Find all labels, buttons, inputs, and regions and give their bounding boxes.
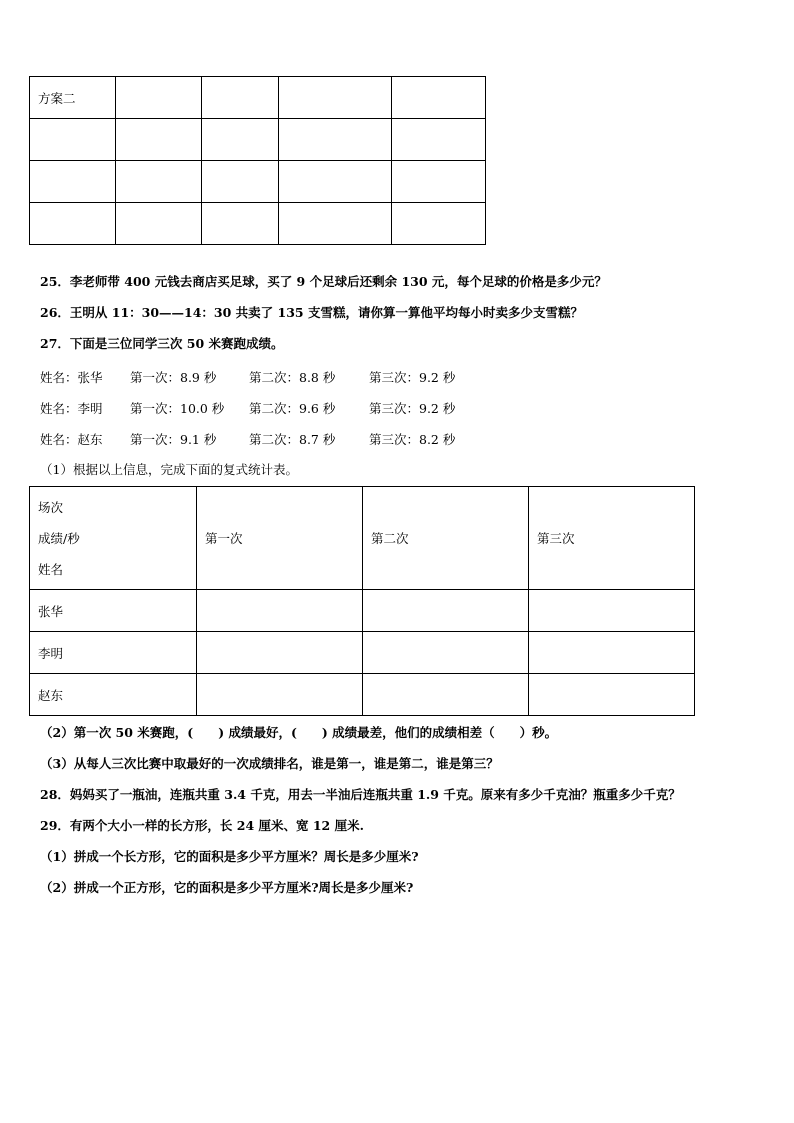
record-first: 第一次：10.0 秒 <box>130 401 225 416</box>
stats-cell[interactable] <box>197 590 363 632</box>
plan-table-cell[interactable] <box>392 161 486 203</box>
record-name: 姓名：张华 <box>40 370 103 385</box>
plan-table-cell[interactable] <box>202 161 279 203</box>
plan-table-cell[interactable] <box>116 161 202 203</box>
question-27-intro: 27．下面是三位同学三次 50 米赛跑成绩。 <box>40 336 284 351</box>
record-second: 第二次：8.7 秒 <box>249 432 336 447</box>
header-bottom: 姓名 <box>38 561 64 577</box>
record-name: 姓名：赵东 <box>40 432 103 447</box>
stats-row-header: 李明 <box>30 632 197 674</box>
plan-table-cell[interactable] <box>279 119 392 161</box>
stats-column-header: 第二次 <box>363 487 529 590</box>
stats-cell[interactable] <box>363 590 529 632</box>
question-25: 25．李老师带 400 元钱去商店买足球，买了 9 个足球后还剩余 130 元，每个足球的价格是多少元？ <box>40 274 607 289</box>
question-29-intro: 29．有两个大小一样的长方形，长 24 厘米、宽 12 厘米. <box>40 818 364 833</box>
stats-column-header: 第三次 <box>529 487 695 590</box>
record-first: 第一次：8.9 秒 <box>130 370 217 385</box>
plan-table-cell[interactable] <box>392 203 486 245</box>
stats-cell[interactable] <box>197 632 363 674</box>
plan-table-cell[interactable] <box>279 161 392 203</box>
header-mid: 成绩/秒 <box>38 530 80 546</box>
plan-table-cell[interactable] <box>30 119 116 161</box>
stats-header-corner <box>30 487 197 590</box>
record-second: 第二次：8.8 秒 <box>249 370 336 385</box>
plan-table-cell[interactable] <box>392 119 486 161</box>
question-29-sub2: （2）拼成一个正方形，它的面积是多少平方厘米?周长是多少厘米? <box>40 880 414 895</box>
plan-table-cell[interactable] <box>30 203 116 245</box>
record-second: 第二次：9.6 秒 <box>249 401 336 416</box>
record-third: 第三次：8.2 秒 <box>369 432 456 447</box>
plan-table <box>29 76 486 245</box>
record-third: 第三次：9.2 秒 <box>369 401 456 416</box>
question-26: 26．王明从 11：30——14：30 共卖了 135 支雪糕，请你算一算他平均每小时卖多少支雪糕？ <box>40 305 583 320</box>
stats-row-header: 赵东 <box>30 674 197 716</box>
plan-table-cell[interactable] <box>202 77 279 119</box>
record-first: 第一次：9.1 秒 <box>130 432 217 447</box>
stats-cell[interactable] <box>529 632 695 674</box>
plan-table-cell[interactable] <box>202 119 279 161</box>
question-27-sub3: （3）从每人三次比赛中取最好的一次成绩排名，谁是第一，谁是第二，谁是第三？ <box>40 756 499 771</box>
stats-row-header: 张华 <box>30 590 197 632</box>
stats-cell[interactable] <box>363 632 529 674</box>
stats-cell[interactable] <box>529 590 695 632</box>
record-third: 第三次：9.2 秒 <box>369 370 456 385</box>
plan-table-cell[interactable] <box>279 77 392 119</box>
stats-column-header: 第一次 <box>197 487 363 590</box>
plan-table-cell[interactable] <box>116 203 202 245</box>
plan-table-cell[interactable] <box>279 203 392 245</box>
question-29-sub1: （1）拼成一个长方形，它的面积是多少平方厘米？周长是多少厘米? <box>40 849 419 864</box>
plan-table-cell[interactable] <box>30 161 116 203</box>
plan-table-cell: 方案二 <box>30 77 116 119</box>
question-28: 28．妈妈买了一瓶油，连瓶共重 3.4 千克，用去一半油后连瓶共重 1.9 千克。原来有多少千克油？瓶重多少千克？ <box>40 787 681 802</box>
header-top: 场次 <box>38 499 64 515</box>
stats-cell[interactable] <box>197 674 363 716</box>
question-27-sub2: （2）第一次 50 米赛跑，( ) 成绩最好，( ) 成绩最差，他们的成绩相差（ ）秒。 <box>40 725 558 740</box>
plan-table-cell[interactable] <box>116 77 202 119</box>
plan-table-cell[interactable] <box>202 203 279 245</box>
question-27-sub1: （1）根据以上信息，完成下面的复式统计表。 <box>40 462 298 477</box>
plan-table-cell[interactable] <box>392 77 486 119</box>
plan-table-cell[interactable] <box>116 119 202 161</box>
stats-cell[interactable] <box>529 674 695 716</box>
stats-cell[interactable] <box>363 674 529 716</box>
record-name: 姓名：李明 <box>40 401 103 416</box>
stats-table <box>29 486 695 716</box>
